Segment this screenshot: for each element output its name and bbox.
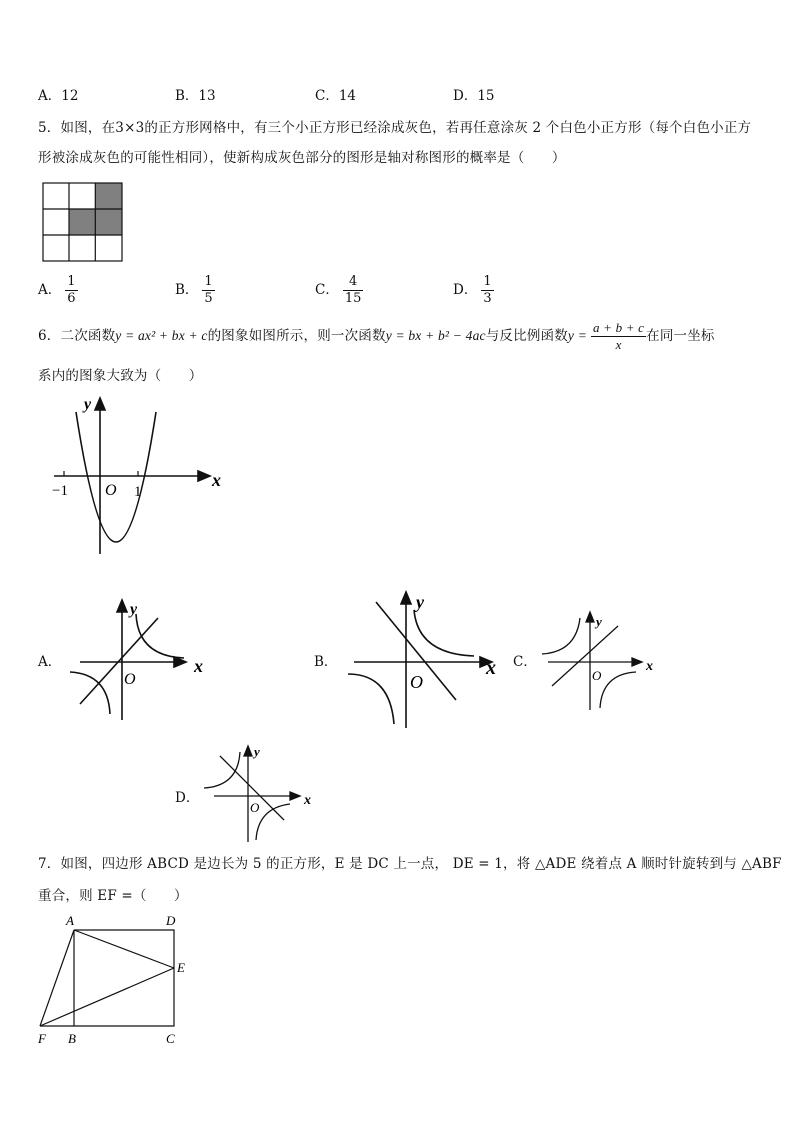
svg-text:y: y — [254, 744, 260, 759]
svg-text:x: x — [486, 657, 496, 679]
q6-parabola-graph — [50, 394, 230, 560]
svg-text:y: y — [130, 601, 138, 618]
svg-text:O: O — [410, 672, 423, 692]
svg-text:O: O — [124, 671, 136, 688]
graph-one-label: 1 — [134, 484, 142, 500]
svg-text:y: y — [416, 592, 424, 612]
segment-fa — [40, 930, 74, 1026]
q5-option-a: A． $\frac{1}{6}$ — [38, 274, 76, 306]
q6-option-a-graph — [66, 596, 216, 722]
q5-option-d: D． $\frac{1}{3}$ — [453, 274, 492, 306]
q6-option-a-label: A． — [38, 654, 62, 670]
q6-linear-expr: y = bx + b² − 4ac — [385, 328, 486, 343]
point-d-label: D — [166, 913, 176, 928]
q4-option-c: C．14 — [315, 88, 357, 104]
svg-text:O: O — [592, 668, 602, 683]
q7-square-figure — [34, 910, 194, 1048]
q5-grid-figure — [42, 182, 126, 262]
q6-option-d-label: D． — [175, 790, 200, 806]
q5-stem-line2: 形被涂成灰色的可能性相同），使新构成灰色部分的图形是轴对称图形的概率是（ ） — [38, 150, 566, 166]
q4-option-b: B．13 — [175, 88, 216, 104]
gray-cell-r2c2 — [69, 209, 95, 235]
point-b-label: B — [68, 1031, 76, 1046]
q5-stem-line1: 5．如图，在3×3的正方形网格中，有三个小正方形已经涂成灰色，若再任意涂灰 2 个白色小正方形（每个白色小正方 — [38, 120, 752, 136]
q6-stem-line1: 6．二次函数y = ax² + bx + c的图象如图所示，则一次函数y = bx + b² − 4ac与反比例函数y = $\frac{a + b + c}{x}$ 在同一坐标 — [38, 320, 715, 352]
q6-option-c-label: C． — [513, 654, 537, 670]
graph-x-label: x — [212, 470, 221, 490]
segment-fe — [40, 968, 174, 1026]
y-axis-arrow — [95, 398, 105, 410]
graph-origin-label: O — [105, 482, 117, 499]
q6-option-d-graph — [200, 742, 324, 846]
q7-stem-line1: 7．如图，四边形 ABCD 是边长为 5 的正方形，E 是 DC 上一点， DE = 1，将 △ADE 绕着点 A 顺时针旋转到与 △ABF — [38, 856, 782, 872]
point-a-label: A — [66, 913, 74, 928]
gray-cell-r2c3 — [95, 209, 121, 235]
q4-option-d: D．15 — [453, 88, 495, 104]
q6-option-c-graph — [538, 608, 662, 712]
segment-ae — [74, 930, 174, 968]
q4-option-a: A．12 — [38, 88, 79, 104]
q7-stem-line2: 重合，则 EF =（ ） — [38, 888, 188, 904]
gray-cell-r1c3 — [95, 183, 121, 209]
q6-option-b-label: B． — [314, 654, 338, 670]
svg-text:O: O — [250, 800, 260, 815]
q5-option-c: C． $\frac{4}{15}$ — [315, 274, 362, 306]
q6-option-b-graph — [344, 588, 510, 734]
graph-y-label: y — [84, 396, 92, 413]
svg-text:x: x — [646, 659, 653, 674]
x-axis-arrow — [198, 471, 210, 481]
point-e-label: E — [177, 960, 185, 975]
svg-text:y: y — [596, 614, 602, 629]
point-f-label: F — [38, 1031, 46, 1046]
q6-stem-line2: 系内的图象大致为（ ） — [38, 368, 203, 384]
square-abcd — [74, 930, 174, 1026]
svg-text:x: x — [304, 793, 311, 808]
q5-option-b: B． $\frac{1}{5}$ — [175, 274, 213, 306]
point-c-label: C — [166, 1031, 175, 1046]
parabola-curve — [76, 412, 156, 542]
graph-neg1-label: −1 — [52, 483, 68, 499]
q6-quadratic-expr: y = ax² + bx + c — [115, 328, 208, 343]
svg-text:x: x — [194, 656, 203, 676]
